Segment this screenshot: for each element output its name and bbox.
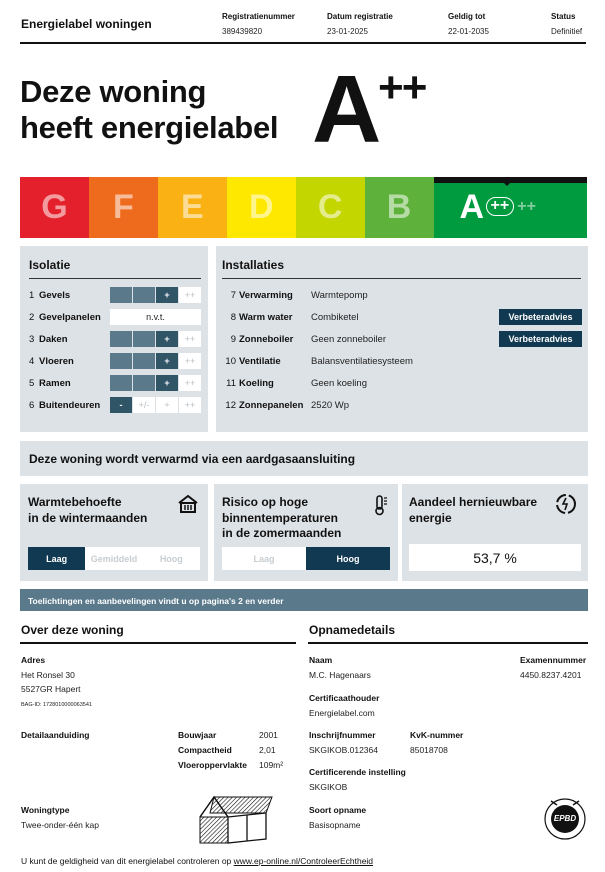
- woningtype-label: Woningtype: [21, 805, 70, 815]
- option-hoog: Hoog: [143, 547, 200, 570]
- adres-street: Het Ronsel 30: [21, 670, 75, 680]
- active-marker-icon: [498, 177, 516, 186]
- naam-label: Naam: [309, 655, 333, 665]
- semi-detached-house-icon: [196, 795, 274, 845]
- isolatie-row: 2 Gevelpanelen: [29, 311, 101, 323]
- isolatie-rating: + ++: [110, 353, 202, 369]
- scale-class-d: D: [227, 177, 296, 238]
- renewable-share-value: 53,7 %: [409, 544, 581, 571]
- installaties-panel: [216, 246, 588, 432]
- isolatie-row: 6 Buitendeuren: [29, 399, 101, 411]
- thermometer-icon: [370, 494, 390, 516]
- bag-id: BAG-ID: 1728010000063541: [21, 702, 92, 708]
- over-woning-title: Over deze woning: [21, 623, 124, 637]
- explanation-note: Toelichtingen en aanbevelingen vindt u op pagina's 2 en verder: [20, 589, 588, 611]
- inschrijfnummer-value: SKGIKOB.012364: [309, 745, 378, 755]
- option-gemiddeld: Gemiddeld: [85, 547, 142, 570]
- renewable-energy-icon: [554, 492, 578, 516]
- isolatie-row: 5 Ramen: [29, 377, 71, 389]
- scale-class-e: E: [158, 177, 227, 238]
- kvk-value: 85018708: [410, 745, 448, 755]
- adres-postcode: 5527GR Hapert: [21, 684, 81, 694]
- woningtype-value: Twee-onder-één kap: [21, 820, 99, 830]
- isolatie-title: Isolatie: [29, 258, 71, 272]
- page-headline: Deze woning heeft energielabel: [20, 74, 279, 146]
- certificaathouder-value: Energielabel.com: [309, 708, 375, 718]
- isolatie-row: 4 Vloeren: [29, 355, 74, 367]
- warmtebehoefte-title: Warmtebehoefte in de wintermaanden: [28, 495, 148, 525]
- instelling-value: SKGIKOB: [309, 782, 348, 792]
- verification-link[interactable]: www.ep-online.nl/ControleerEchtheid: [233, 856, 374, 866]
- isolatie-rating: n.v.t.: [110, 309, 202, 325]
- aandeel-title: Aandeel hernieuwbare energie: [409, 495, 538, 525]
- risico-card: [214, 484, 398, 581]
- soort-opname-value: Basisopname: [309, 820, 361, 830]
- examennummer-label: Examennummer: [520, 655, 587, 665]
- isolatie-panel: [20, 246, 208, 432]
- risico-scale: [222, 547, 390, 570]
- inschrijfnummer-label: Inschrijfnummer: [309, 730, 376, 740]
- active-plus-badge: ++: [486, 197, 515, 216]
- isolatie-rating: + ++: [110, 375, 202, 391]
- naam-value: M.C. Hagenaars: [309, 670, 371, 680]
- header-registration-date: Datum registratie 23-01-2025: [327, 12, 393, 36]
- energy-scale: [20, 177, 587, 238]
- examennummer-value: 4450.8237.4201: [520, 670, 582, 680]
- vloeroppervlakte-value: 109m²: [259, 760, 284, 770]
- compactheid-label: Compactheid: [178, 745, 232, 755]
- scale-class-a-active: A ++ ++: [434, 177, 588, 238]
- opname-title: Opnamedetails: [309, 623, 396, 637]
- installatie-row: 9 Zonneboiler Geen zonneboiler: [230, 333, 386, 345]
- verbeteradvies-button-zonneboiler[interactable]: Verbeteradvies: [499, 331, 582, 347]
- installatie-row: 11 Koeling Geen koeling: [226, 377, 367, 389]
- warmtebehoefte-scale: [28, 547, 200, 570]
- house-heating-icon: [177, 494, 199, 514]
- isolatie-rating: + ++: [110, 331, 202, 347]
- epbd-logo-text: EPBD: [553, 814, 577, 823]
- installaties-title: Installaties: [222, 258, 285, 272]
- installatie-row: 10 Ventilatie Balansventilatiesysteem: [225, 355, 413, 367]
- scale-class-g: G: [20, 177, 89, 238]
- compactheid-value: 2,01: [259, 745, 276, 755]
- scale-class-c: C: [296, 177, 365, 238]
- isolatie-row: 3 Daken: [29, 333, 68, 345]
- header-registration: Registratienummer 389439820: [222, 12, 295, 36]
- bouwjaar-label: Bouwjaar: [178, 730, 217, 740]
- instelling-label: Certificerende instelling: [309, 767, 406, 777]
- option-laag: Laag: [222, 547, 306, 570]
- scale-class-f: F: [89, 177, 158, 238]
- footer-text: U kunt de geldigheid van dit energielabel controleren op: [21, 856, 234, 866]
- warmtebehoefte-card: [20, 484, 208, 581]
- energy-label-letter: A: [312, 56, 380, 163]
- header-divider: [20, 42, 586, 44]
- scale-class-b: B: [365, 177, 434, 238]
- option-laag: Laag: [28, 547, 85, 570]
- header-valid-until: Geldig tot 22-01-2035: [448, 12, 489, 36]
- bouwjaar-value: 2001: [259, 730, 278, 740]
- option-hoog: Hoog: [306, 547, 390, 570]
- aandeel-card: [402, 484, 588, 581]
- footer: [21, 856, 373, 866]
- isolatie-rating: + ++: [110, 287, 202, 303]
- vloeroppervlakte-label: Vloeroppervlakte: [178, 760, 247, 770]
- document-title: Energielabel woningen: [21, 17, 152, 31]
- isolatie-row: 1 Gevels: [29, 289, 71, 301]
- adres-label: Adres: [21, 655, 46, 665]
- soort-opname-label: Soort opname: [309, 805, 367, 815]
- certificaathouder-label: Certificaathouder: [309, 693, 380, 703]
- installatie-row: 12 Zonnepanelen 2520 Wp: [225, 399, 350, 411]
- kvk-label: KvK-nummer: [410, 730, 464, 740]
- header-status: Status Definitief: [551, 12, 583, 36]
- installatie-row: 7 Verwarming Warmtepomp: [230, 289, 368, 301]
- verbeteradvies-button-warm-water[interactable]: Verbeteradvies: [499, 309, 582, 325]
- isolatie-rating: - +/- + ++: [110, 397, 202, 413]
- risico-title: Risico op hoge binnentemperaturen in de zomermaanden: [222, 495, 342, 541]
- energy-label-plus: ++: [378, 63, 426, 112]
- installatie-row: 8 Warm water Combiketel: [230, 311, 359, 323]
- heating-notice: Deze woning wordt verwarmd via een aardgasaansluiting: [20, 441, 588, 476]
- detail-label: Detailaanduiding: [21, 730, 90, 740]
